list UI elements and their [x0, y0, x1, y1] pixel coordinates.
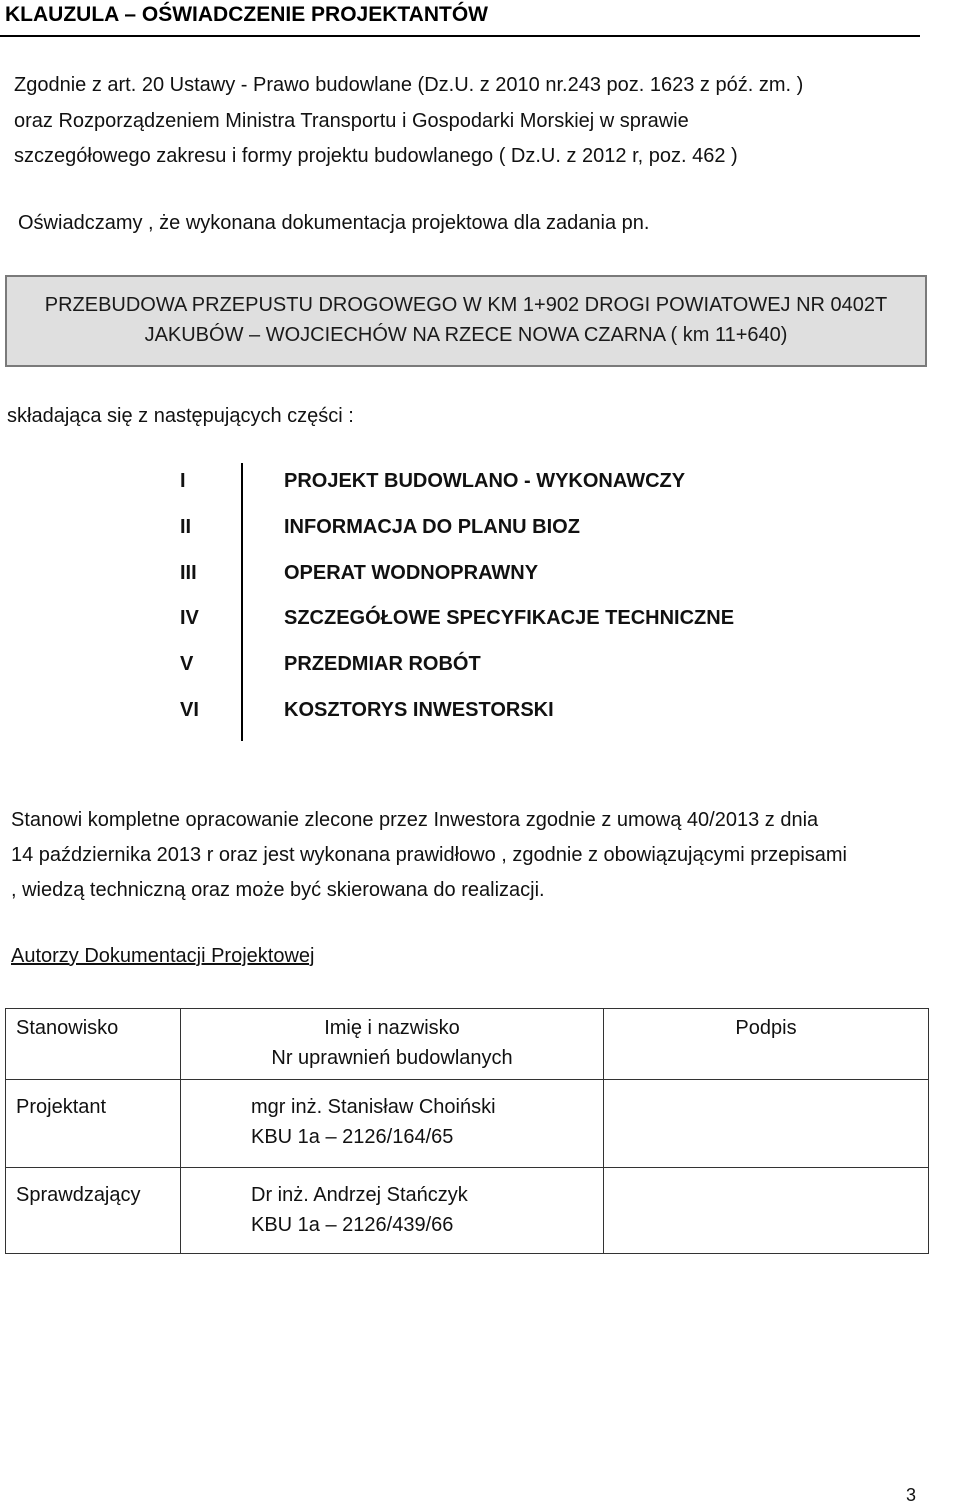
- header-license-label: Nr uprawnień budowlanych: [271, 1047, 513, 1069]
- authors-table: [5, 1008, 929, 1254]
- row-name: [181, 1080, 604, 1168]
- header-name-label: Imię i nazwisko: [324, 1017, 460, 1039]
- row-position-label: Sprawdzający: [16, 1184, 141, 1206]
- row-license-number: KBU 1a – 2126/164/65: [251, 1126, 454, 1148]
- row-name: [181, 1168, 604, 1254]
- legal-basis-line-3: szczegółowego zakresu i formy projektu budowlanego ( Dz.U. z 2012 r, poz. 462 ): [14, 145, 738, 167]
- legal-basis-line-1: Zgodnie z art. 20 Ustawy - Prawo budowlane (Dz.U. z 2010 nr.243 poz. 1623 z póź. zm. ): [14, 74, 804, 96]
- part-number: I: [180, 470, 186, 492]
- conclusion-line-1: Stanowi kompletne opracowanie zlecone przez Inwestora zgodnie z umową 40/2013 z dnia: [11, 809, 819, 831]
- part-number: II: [180, 516, 192, 538]
- row-signature: [604, 1080, 929, 1168]
- table-row: [6, 1168, 929, 1254]
- project-title-line-1: PRZEBUDOWA PRZEPUSTU DROGOWEGO W KM 1+902 DROGI POWIATOWEJ NR 0402T: [44, 294, 888, 316]
- row-license-number: KBU 1a – 2126/439/66: [251, 1214, 454, 1236]
- part-number: V: [180, 653, 194, 675]
- part-number: III: [180, 562, 197, 584]
- document-title: KLAUZULA – OŚWIADCZENIE PROJEKTANTÓW: [5, 3, 488, 26]
- row-position: [6, 1168, 181, 1254]
- conclusion-line-3: , wiedzą techniczną oraz może być skierowana do realizacji.: [11, 879, 545, 901]
- row-person-name: Dr inż. Andrzej Stańczyk: [251, 1184, 468, 1206]
- part-title: SZCZEGÓŁOWE SPECYFIKACJE TECHNICZNE: [284, 607, 735, 629]
- header-name: [181, 1009, 604, 1080]
- row-person-name: mgr inż. Stanisław Choiński: [251, 1096, 496, 1118]
- authors-heading: Autorzy Dokumentacji Projektowej: [11, 945, 315, 967]
- row-position-label: Projektant: [16, 1096, 107, 1118]
- row-signature: [604, 1168, 929, 1254]
- statement-text: Oświadczamy , że wykonana dokumentacja projektowa dla zadania pn.: [18, 212, 650, 234]
- header-signature-label: Podpis: [735, 1017, 797, 1039]
- header-signature: [604, 1009, 929, 1080]
- row-position: [6, 1080, 181, 1168]
- header-divider: [0, 35, 920, 37]
- project-title-line-2: JAKUBÓW – WOJCIECHÓW NA RZECE NOWA CZARNA ( km 11+640): [144, 324, 788, 346]
- parts-divider: [241, 463, 243, 741]
- header-position: [6, 1009, 181, 1080]
- page-number: 3: [905, 1485, 916, 1505]
- part-title: INFORMACJA DO PLANU BIOZ: [284, 516, 580, 538]
- table-header-row: [6, 1009, 929, 1080]
- project-title-box: [5, 275, 927, 367]
- legal-basis-line-2: oraz Rozporządzeniem Ministra Transportu i Gospodarki Morskiej w sprawie: [14, 110, 689, 132]
- part-title: OPERAT WODNOPRAWNY: [284, 562, 539, 584]
- table-row: [6, 1080, 929, 1168]
- part-number: VI: [180, 699, 199, 721]
- conclusion-line-2: 14 października 2013 r oraz jest wykonana prawidłowo , zgodnie z obowiązującymi przepisami: [11, 844, 847, 866]
- parts-intro: składająca się z następujących części :: [7, 405, 354, 427]
- part-title: KOSZTORYS INWESTORSKI: [284, 699, 554, 721]
- part-number: IV: [180, 607, 199, 629]
- header-position-label: Stanowisko: [16, 1017, 119, 1039]
- part-title: PROJEKT BUDOWLANO - WYKONAWCZY: [284, 470, 686, 492]
- part-title: PRZEDMIAR ROBÓT: [284, 653, 481, 675]
